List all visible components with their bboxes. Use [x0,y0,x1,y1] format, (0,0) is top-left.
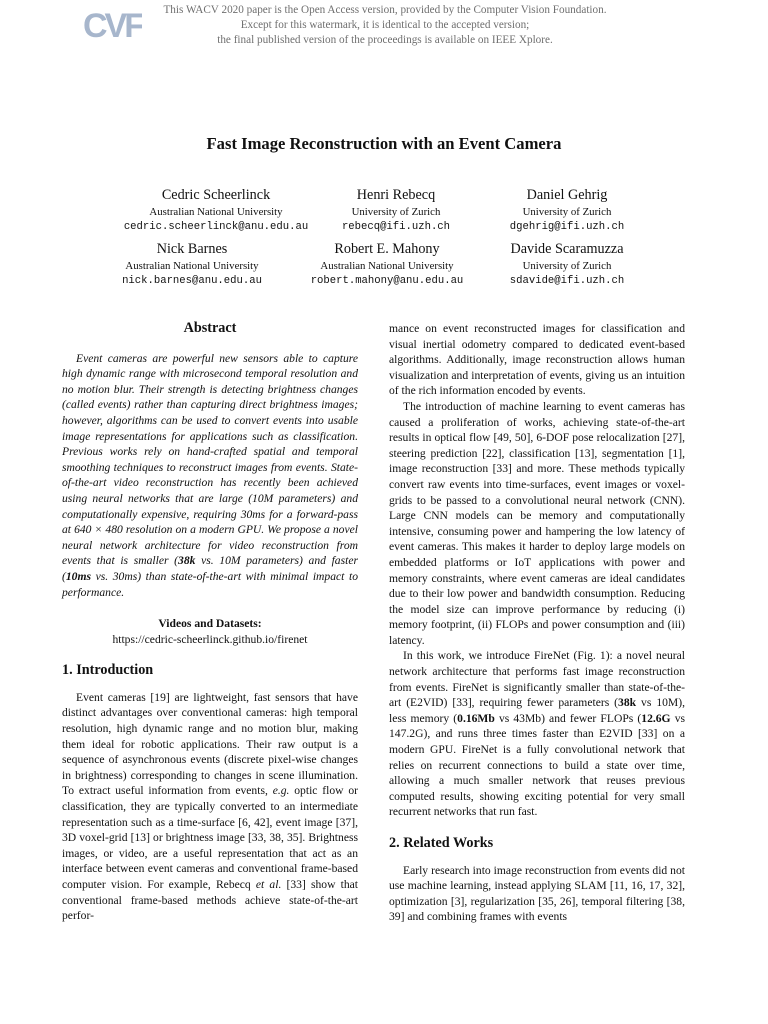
author-name: Nick Barnes [156,241,228,257]
author-affiliation: University of Zurich [522,260,612,272]
abstract-heading: Abstract [183,320,237,336]
author-email: dgehrig@ifi.uzh.ch [509,221,625,233]
watermark-notice [150,3,620,48]
author-name: Cedric Scheerlinck [161,187,271,203]
watermark-line: the final published version of the proceedings is available on IEEE Xplore. [217,34,553,46]
watermark-line: Except for this watermark, it is identical to the accepted version; [240,19,530,31]
author-email: rebecq@ifi.uzh.ch [341,221,451,233]
author-email: nick.barnes@anu.edu.au [122,275,262,287]
videos-link[interactable]: https://cedric-scheerlinck.github.io/firenet [112,632,308,646]
author-email: robert.mahony@anu.edu.au [310,275,464,287]
intro-paragraph-continued: mance on event reconstructed images for classification and visual inertial odometry compared to dedicated event-based algorithms. Additionally, image reconstruction allows human visualization and interpretation of events, giving us an intuition of the rich information encoded by events. [389,322,685,398]
section-heading-related-works: 2. Related Works [389,835,494,851]
author-affiliation: Australian National University [320,260,454,272]
author-email: cedric.scheerlinck@anu.edu.au [123,221,309,233]
right-column [389,321,685,925]
intro-paragraph: In this work, we introduce FireNet (Fig. 1): a novel neural network architecture that performs fast image reconstruction from events. FireNet is significantly smaller than state-of-the-art (E2VID) [33], requiring fewer parameters (38k vs 10M), less memory (0.16Mb vs 43Mb) and fewer FLOPs (12.6G vs 147.2G), and runs three times faster than E2VID [33] on a modern GPU. FireNet is a fully convolutional network that relies on recurrent connections to build a state over time, allowing a much smaller network that reuses previous computed results, showing exciting potential for very small recurrent networks that run fast. [389,649,686,819]
author-affiliation: University of Zurich [522,206,612,218]
author-name: Henri Rebecq [356,187,436,203]
abstract-bold-params: 38k [178,554,196,568]
cvf-logo [82,4,142,42]
related-works-paragraph: Early research into image reconstruction from events did not use machine learning, instead applying SLAM [11, 16, 17, 32], optimization [3], regularization [35, 26], temporal filtering [38, 39] and combining frames with events [389,863,685,924]
author-name: Daniel Gehrig [526,187,608,203]
author-affiliation: University of Zurich [351,206,441,218]
intro-paragraph: The introduction of machine learning to event cameras has caused a proliferation of works, achieving state-of-the-art results in optical flow [49, 50], 6-DOF pose relocalization [27], steering prediction [22], classification [13], segmentation [1], image reconstruction [33] and more. These methods typically convert raw events into time-surfaces, event images or voxel-grids to be passed to a convolutional neural network (CNN). Large CNN models can be memory and computationally intensive, consuming power and hampering the low latency of event cameras. This makes it harder to deploy large models on embedded platforms or IoT applications with power and memory constraints, where event cameras are ideal candidates due to their low power and bandwidth consumption. Reducing the model size can improve performance by reducing (i) memory footprint, (ii) FLOPs and power consumption and (iii) latency. [389,399,685,647]
watermark-line: This WACV 2020 paper is the Open Access version, provided by the Computer Vision Foundation. [163,4,607,16]
author-email: sdavide@ifi.uzh.ch [509,275,625,287]
intro-paragraph: Event cameras [19] are lightweight, fast sensors that have distinct advantages over conventional cameras: high temporal resolution, high dynamic range and no motion blur, making them ideal for robotic applications. Their raw output is a sequence of asynchronous events (discrete pixel-wise changes in brightness) corresponding to changes in scene illumination. To extract useful information from events, e.g. optic flow or classification, they are typically converted to an intermediate representation such as a time-surface [6, 42], event image [37], 3D voxel-grid [13] or brightness image [33, 38, 35]. Brightness images, or video, are a useful representation that act as an interface between event cameras and conventional frame-based computer vision. For example, Rebecq et al. [33] show that conventional frame-based methods achieve state-of-the-art perfor- [62,690,359,923]
paper-title: Fast Image Reconstruction with an Event Camera [206,134,562,153]
author-affiliation: Australian National University [125,260,259,272]
author-name: Davide Scaramuzza [510,241,624,257]
videos-heading: Videos and Datasets: [158,617,262,631]
cvf-logo-text: CVF [83,7,142,42]
author-name: Robert E. Mahony [334,241,440,257]
abstract-text: Event cameras are powerful new sensors able to capture high dynamic range with microsecond temporal resolution and no motion blur. Their strength is detecting brightness changes (called events) rather than capturing direct brightness images; however, algorithms can be used to convert events into usable image representations for applications such as classification. Previous works rely on hand-crafted spatial and temporal smoothing techniques to reconstruct images from events. State-of-the-art video reconstruction has recently been achieved using neural networks that are large (10M parameters) and computationally expensive, requiring 30ms for a forward-pass at 640 × 480 resolution on a modern GPU. We propose a novel neural network architecture for video reconstruction from events that is smaller (38k vs. 10M parameters) and faster (10ms vs. 30ms) than state-of-the-art with minimal impact to performance. [62,351,358,599]
abstract-bold-time: 10ms [65,569,91,583]
author-block [442,186,692,235]
author-block [442,240,692,289]
section-heading-introduction: 1. Introduction [62,662,154,679]
left-column [62,321,358,924]
author-affiliation: Australian National University [149,206,283,218]
